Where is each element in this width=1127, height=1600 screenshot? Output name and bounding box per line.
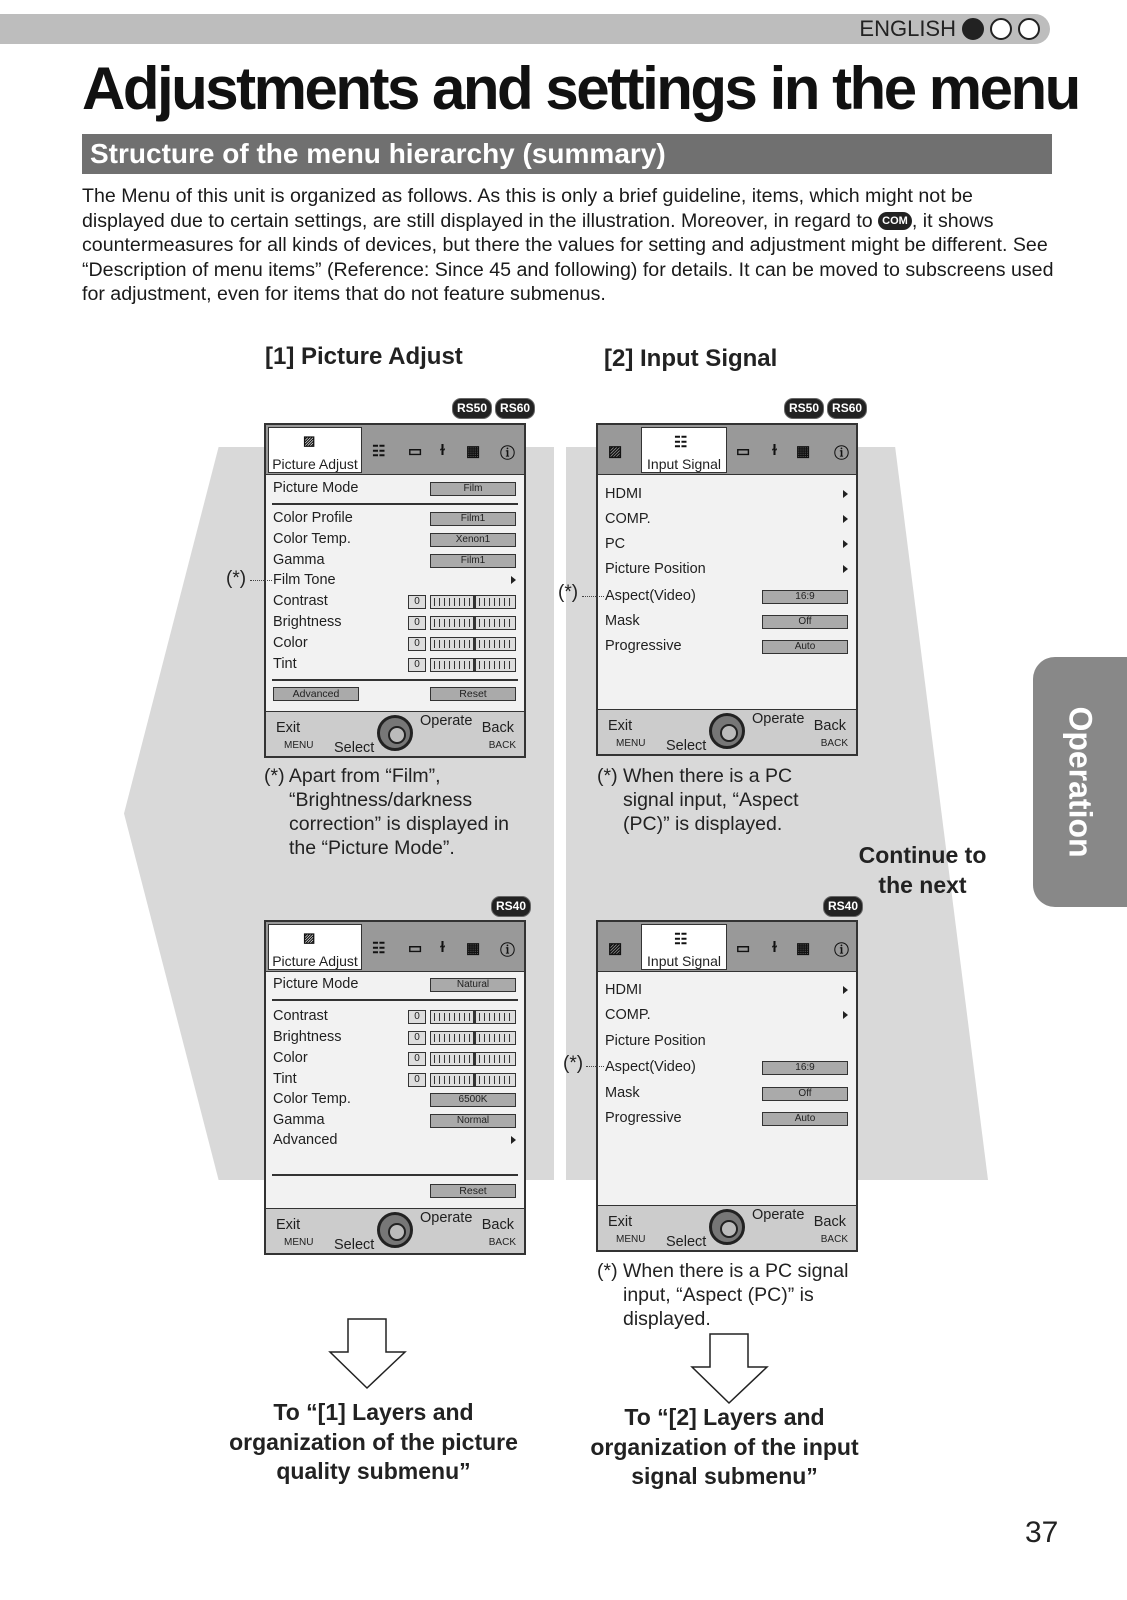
submenu-arrow-icon: [843, 986, 848, 994]
menu-row-picture-position[interactable]: Picture Position: [605, 1033, 706, 1049]
display-setup-icon[interactable]: ▦: [796, 443, 811, 460]
exit-label: Exit: [276, 720, 301, 736]
menu-row-contrast[interactable]: Contrast 0: [273, 1006, 516, 1026]
back-label: Back: [481, 720, 514, 736]
picture-icon: ▨: [303, 930, 316, 945]
menu-row-contrast[interactable]: Contrast 0: [273, 591, 516, 611]
information-icon[interactable]: ⓘ: [834, 942, 850, 959]
down-arrow-icon: [328, 1318, 408, 1390]
menu-row-picture-position[interactable]: Picture Position: [605, 559, 848, 579]
wrench-icon[interactable]: ɫ: [440, 939, 445, 956]
picture-icon[interactable]: ▨: [608, 443, 623, 460]
menu-footer: [598, 709, 856, 754]
empty-circle-icon: [1018, 18, 1040, 40]
note-input-signal-rs40: (*) When there is a PC signal input, “Aspect (PC)” is displayed.: [597, 1260, 849, 1330]
submenu-arrow-icon: [511, 576, 516, 584]
continue-note: Continue to the next: [858, 842, 987, 898]
information-icon[interactable]: ⓘ: [500, 445, 516, 462]
tab-input-signal[interactable]: [641, 924, 727, 970]
control-dial-icon: [377, 715, 413, 751]
control-dial-icon: [709, 713, 745, 749]
menu-row-color-temp[interactable]: Color Temp. Xenon1: [273, 529, 516, 549]
menu-row-aspect[interactable]: Aspect(Video) 16:9: [605, 1057, 848, 1077]
menu-row-hdmi[interactable]: HDMI: [605, 980, 848, 1000]
down-arrow-icon: [690, 1333, 770, 1405]
language-indicator: [859, 14, 1050, 44]
page-title: Adjustments and settings in the menu: [82, 55, 1079, 122]
header-bar: [0, 14, 1050, 44]
picture-icon: ▨: [303, 433, 316, 448]
note-picture-adjust: (*) Apart from “Film”, “Brightness/darkness correction” is displayed in the “Picture Mode”.: [264, 765, 510, 859]
back-label: Back: [481, 1217, 514, 1233]
menu-tab-bar: [598, 425, 856, 475]
tab-picture-adjust[interactable]: [268, 427, 362, 473]
slider[interactable]: [430, 1052, 516, 1066]
side-tab-label: Operation: [1062, 706, 1099, 858]
display-setup-icon[interactable]: ▦: [466, 940, 481, 957]
asterisk-marker: (*): [563, 1053, 584, 1074]
filled-circle-icon: [962, 18, 984, 40]
tab-input-signal[interactable]: [641, 427, 727, 473]
select-label: Select: [666, 738, 707, 754]
back-label: Back: [813, 1214, 846, 1230]
menu-key-label: MENU: [284, 1237, 314, 1248]
link-input-signal-submenu[interactable]: To “[2] Layers and organization of the input signal submenu”: [590, 1404, 859, 1489]
back-key-label: BACK: [488, 1237, 516, 1248]
note-input-signal: (*) When there is a PC signal input, “Aspect (PC)” is displayed.: [597, 765, 799, 835]
submenu-arrow-icon: [843, 1011, 848, 1019]
menu-row-tint[interactable]: Tint 0: [273, 654, 516, 674]
operate-label: Operate: [752, 711, 805, 727]
picture-adjust-menu-rs50: [264, 423, 526, 758]
submenu-arrow-icon: [511, 1136, 516, 1144]
menu-tab-bar: [266, 922, 524, 972]
wrench-icon[interactable]: ɫ: [772, 939, 777, 956]
model-badges: [491, 896, 531, 917]
menu-row-hdmi[interactable]: HDMI: [605, 484, 848, 504]
menu-key-label: MENU: [284, 740, 314, 751]
column-title-input-signal: [2] Input Signal: [604, 345, 778, 372]
installation-icon[interactable]: ▭: [408, 940, 423, 957]
installation-icon[interactable]: ▭: [736, 940, 751, 957]
rs50-badge: RS50: [784, 398, 824, 419]
slider[interactable]: [430, 595, 516, 609]
menu-row-picture-mode[interactable]: Picture Mode Film: [273, 478, 516, 498]
exit-label: Exit: [608, 718, 633, 734]
picture-mode-value: Film: [430, 482, 516, 496]
back-key-label: BACK: [820, 738, 848, 749]
menu-tab-bar: [266, 425, 524, 475]
reset-button[interactable]: Reset: [430, 687, 516, 701]
input-signal-icon: ☷: [674, 434, 688, 451]
menu-row-pc[interactable]: PC: [605, 534, 848, 554]
input-signal-menu-rs40: [596, 920, 858, 1252]
menu-row-gamma[interactable]: Gamma Film1: [273, 550, 516, 570]
divider: [272, 503, 518, 505]
input-signal-menu-rs50: [596, 423, 858, 756]
back-label: Back: [813, 718, 846, 734]
tab-label: Picture Adjust: [272, 456, 358, 472]
menu-footer: [266, 711, 524, 756]
rs40-badge: RS40: [823, 896, 863, 917]
picture-icon[interactable]: ▨: [608, 940, 623, 957]
operate-label: Operate: [420, 713, 473, 729]
tab-label: Input Signal: [647, 953, 721, 969]
model-badges: [784, 398, 867, 419]
model-badges: [452, 398, 535, 419]
menu-row-color-profile[interactable]: Color Profile Film1: [273, 508, 516, 528]
menu-footer: [266, 1208, 524, 1253]
slider[interactable]: [430, 658, 516, 672]
tab-picture-adjust[interactable]: [268, 924, 362, 970]
rs60-badge: RS60: [495, 398, 535, 419]
input-signal-icon[interactable]: ☷: [372, 443, 386, 460]
column-title-picture-adjust: [1] Picture Adjust: [265, 343, 463, 370]
menu-row-comp[interactable]: COMP.: [605, 509, 848, 529]
control-dial-icon: [377, 1212, 413, 1248]
intro-text-1: The Menu of this unit is organized as follows. As this is only a brief guideline, items, which might not be displayed due to certain settings, are still displayed in the illustration. Moreover, in regard to: [82, 185, 973, 232]
leader-line: [586, 1066, 604, 1067]
back-key-label: BACK: [820, 1234, 848, 1245]
back-key-label: BACK: [488, 740, 516, 751]
menu-key-label: MENU: [616, 738, 646, 749]
menu-row-progressive[interactable]: Progressive Auto: [605, 1108, 848, 1128]
menu-row-tint[interactable]: Tint 0: [273, 1069, 516, 1089]
menu-row-brightness[interactable]: Brightness 0: [273, 612, 516, 632]
information-icon[interactable]: ⓘ: [834, 445, 850, 462]
asterisk-marker: (*): [558, 582, 579, 603]
select-label: Select: [666, 1234, 707, 1250]
select-label: Select: [334, 740, 375, 756]
empty-circle-icon: [990, 18, 1012, 40]
slider[interactable]: [430, 616, 516, 630]
installation-icon[interactable]: ▭: [408, 443, 423, 460]
control-dial-icon: [709, 1209, 745, 1245]
operate-label: Operate: [420, 1210, 473, 1226]
operation-side-tab: [1033, 657, 1127, 907]
menu-row-progressive[interactable]: Progressive Auto: [605, 636, 848, 656]
tab-label: Input Signal: [647, 456, 721, 472]
input-signal-icon[interactable]: ☷: [372, 940, 386, 957]
picture-adjust-menu-rs40: [264, 920, 526, 1255]
menu-row-comp[interactable]: COMP.: [605, 1005, 848, 1025]
reset-button[interactable]: Reset: [430, 1184, 516, 1198]
operate-label: Operate: [752, 1207, 805, 1223]
intro-text-2: , it shows countermeasures for all kinds of devices, but there the values for setting and adjustment might be different. See “Description of menu items” (Reference: Since 45 and following) for details. It can be moved to subscreens used for adjustment, even for items that do not feature submenus.: [82, 209, 1054, 305]
display-setup-icon[interactable]: ▦: [796, 940, 811, 957]
menu-row-gamma[interactable]: Gamma Normal: [273, 1110, 516, 1130]
asterisk-marker: (*): [226, 568, 247, 589]
leader-line: [582, 596, 604, 597]
menu-row-mask[interactable]: Mask Off: [605, 1083, 848, 1103]
menu-row-picture-mode[interactable]: Picture Mode Natural: [273, 974, 516, 994]
com-badge-icon: COM: [878, 212, 912, 230]
menu-row-film-tone[interactable]: Film Tone: [273, 570, 516, 590]
wrench-icon[interactable]: ɫ: [440, 442, 445, 459]
exit-label: Exit: [608, 1214, 633, 1230]
slider[interactable]: [430, 1073, 516, 1087]
rs40-badge: RS40: [491, 896, 531, 917]
menu-row-color[interactable]: Color 0: [273, 633, 516, 653]
exit-label: Exit: [276, 1217, 301, 1233]
input-signal-icon: ☷: [674, 931, 688, 948]
leader-line: [250, 580, 272, 581]
submenu-arrow-icon: [843, 540, 848, 548]
menu-row-color[interactable]: Color 0: [273, 1048, 516, 1068]
menu-row-aspect[interactable]: Aspect(Video) 16:9: [605, 586, 848, 606]
advanced-button[interactable]: Advanced: [273, 687, 359, 701]
divider: [272, 1174, 518, 1176]
wrench-icon[interactable]: ɫ: [772, 442, 777, 459]
menu-row-color-temp[interactable]: Color Temp. 6500K: [273, 1089, 516, 1109]
menu-tab-bar: [598, 922, 856, 972]
menu-row-brightness[interactable]: Brightness 0: [273, 1027, 516, 1047]
intro-paragraph: [82, 184, 1057, 307]
menu-key-label: MENU: [616, 1234, 646, 1245]
tab-label: Picture Adjust: [272, 953, 358, 969]
display-setup-icon[interactable]: ▦: [466, 443, 481, 460]
submenu-arrow-icon: [843, 565, 848, 573]
slider[interactable]: [430, 1031, 516, 1045]
language-label: ENGLISH: [859, 16, 956, 41]
menu-footer: [598, 1205, 856, 1250]
page-number: 37: [1025, 1516, 1059, 1549]
rs50-badge: RS50: [452, 398, 492, 419]
menu-row-advanced[interactable]: Advanced: [273, 1130, 516, 1150]
submenu-arrow-icon: [843, 515, 848, 523]
divider: [272, 999, 518, 1001]
slider[interactable]: [430, 1010, 516, 1024]
submenu-arrow-icon: [843, 490, 848, 498]
select-label: Select: [334, 1237, 375, 1253]
section-title: Structure of the menu hierarchy (summary): [82, 134, 1052, 174]
installation-icon[interactable]: ▭: [736, 443, 751, 460]
information-icon[interactable]: ⓘ: [500, 942, 516, 959]
slider[interactable]: [430, 637, 516, 651]
link-picture-quality-submenu[interactable]: To “[1] Layers and organization of the picture quality submenu”: [229, 1399, 518, 1484]
menu-row-mask[interactable]: Mask Off: [605, 611, 848, 631]
divider: [272, 679, 518, 681]
rs60-badge: RS60: [827, 398, 867, 419]
